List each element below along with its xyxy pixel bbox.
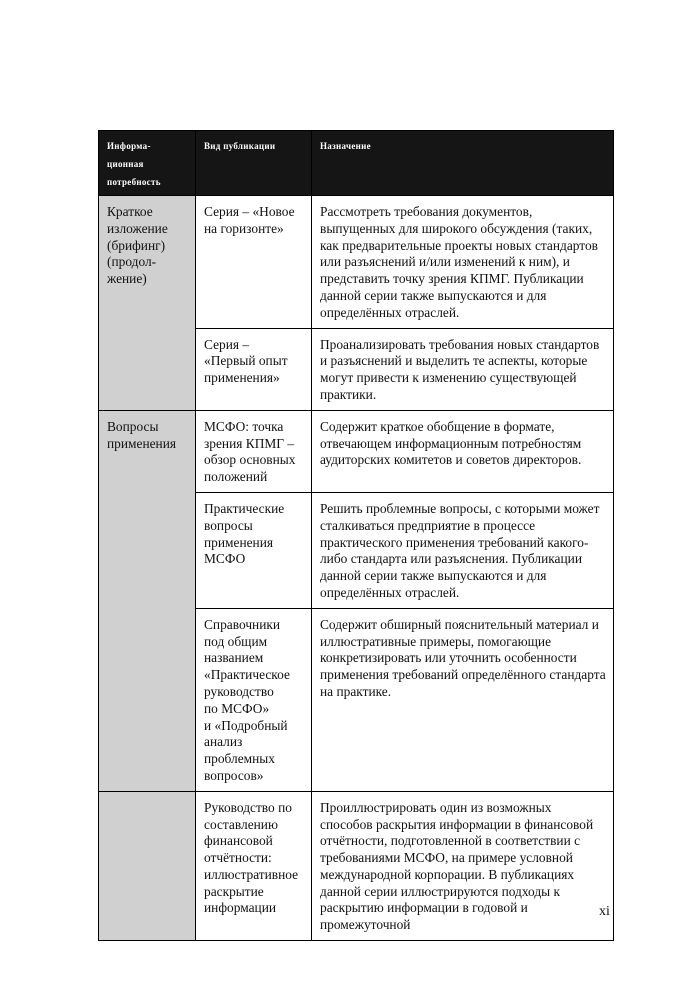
need-cell: Краткое изложение (брифинг) (продол- жение) xyxy=(99,196,196,411)
page-number: xi xyxy=(599,904,610,919)
publication-type-cell: Практические вопросы применения МСФО xyxy=(196,492,312,608)
table-row xyxy=(99,791,614,940)
purpose-cell: Содержит обширный пояснительный материал и иллюстративные примеры, помогающие конкретизировать или уточнить особенности применения требований определённого стандарта на практике. xyxy=(312,608,614,791)
publication-type-cell: Серия – «Первый опыт применения» xyxy=(196,328,312,410)
table-row xyxy=(99,196,614,329)
header-type: Вид публикации xyxy=(196,131,312,196)
header-purpose: Назначение xyxy=(312,131,614,196)
purpose-cell: Рассмотреть требования документов, выпущенных для широкого обсуждения (таких, как предварительные проекты новых стандартов или разъяснений и/или изменений к ним), и представить точку зрения КПМГ. Публикации данной серии также выпускаются и для определённых отраслей. xyxy=(312,196,614,329)
header-row xyxy=(99,131,614,196)
publication-type-cell: Руководство по составлению финансовой отчётности: иллюстративное раскрытие информации xyxy=(196,791,312,940)
publication-type-cell: МСФО: точка зрения КПМГ – обзор основных положений xyxy=(196,410,312,492)
publication-type-cell: Серия – «Новое на горизонте» xyxy=(196,196,312,329)
purpose-cell: Содержит краткое обобщение в формате, отвечающем информационным потребностям аудиторских комитетов и советов директоров. xyxy=(312,410,614,492)
purpose-cell: Проанализировать требования новых стандартов и разъяснений и выделить те аспекты, которые могут привести к изменению существующей практики. xyxy=(312,328,614,410)
publications-table xyxy=(98,130,614,941)
need-cell xyxy=(99,791,196,940)
need-cell: Вопросы применения xyxy=(99,410,196,791)
purpose-cell: Проиллюстрировать один из возможных способов раскрытия информации в финансовой отчётности, подготовленной в соответствии с требованиями МСФО, на примере условной международной корпорации. В публикациях данной серии иллюстрируются подходы к раскрытию информации в годовой и промежуточной xyxy=(312,791,614,940)
purpose-cell: Решить проблемные вопросы, с которыми может сталкиваться предприятие в процессе практического применения требований какого-либо стандарта или разъяснения. Публикации данной серии также выпускаются и для определённых отраслей. xyxy=(312,492,614,608)
header-need: Информа- ционная потребность xyxy=(99,131,196,196)
table-row xyxy=(99,410,614,492)
publication-type-cell: Справочники под общим названием «Практическое руководство по МСФО» и «Подробный анализ проблемных вопросов» xyxy=(196,608,312,791)
